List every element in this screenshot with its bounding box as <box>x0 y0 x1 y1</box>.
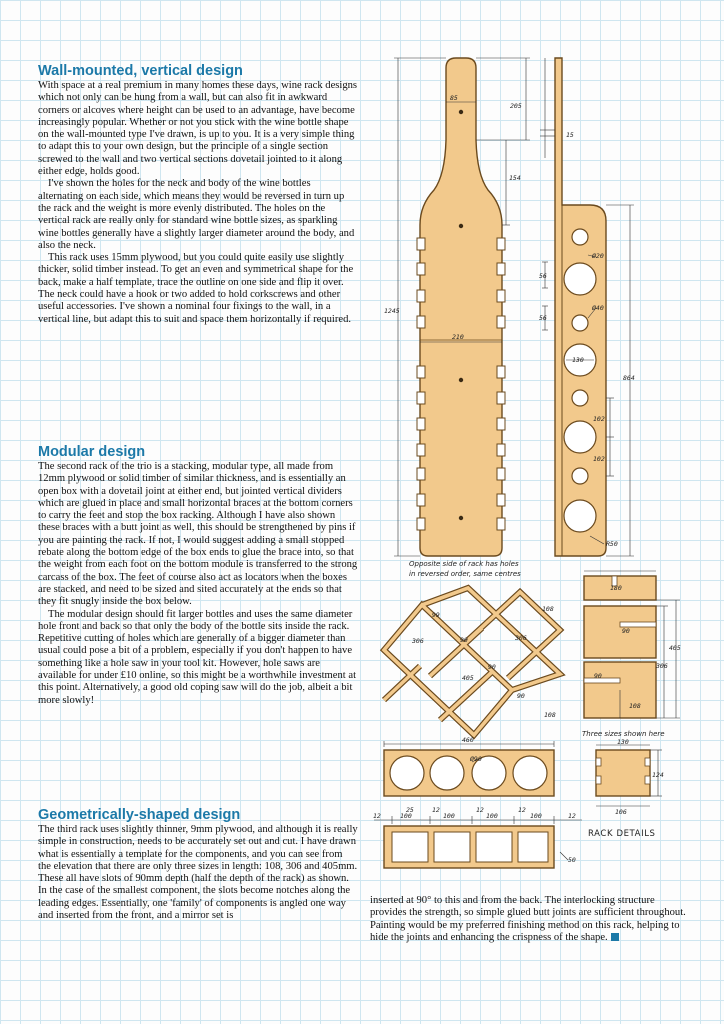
paragraph: I've shown the holes for the neck and body of the wine bottles alternating on each side, which means they would be reversed in turn up the rack and the weight is more evenly distributed. The holes on the vertical rack are really only for standard wine bottle sizes, as sparkling wine bottles generally have a slightly larger diameter around the body, and also the neck. <box>38 178 355 251</box>
dim-154: 154 <box>509 174 521 182</box>
section-heading: Geometrically-shaped design <box>38 807 241 823</box>
dim-90: 90 <box>460 636 468 644</box>
dim-25: 25 <box>406 806 414 814</box>
dim-r50: R50 <box>606 540 618 548</box>
dim-15: 15 <box>566 131 574 139</box>
dim-405: 405 <box>669 644 681 652</box>
dim-99: 99 <box>432 611 440 619</box>
dim-1245: 1245 <box>384 307 400 315</box>
dim-100: 100 <box>400 812 412 820</box>
dim-108: 108 <box>542 605 554 613</box>
paragraph: The second rack of the trio is a stacking, modular type, all made from 12mm plywood or solid timber of similar thickness, and is essentially an open box with a dovetail joint at either end, but jointed vertical dividers which are glued in place and small horizontal braces at the bottom corners to carry the feet and stop the box racking. Although I have also shown these braces with a butt joint as well, this should be strengthened by pins if you are painting the rack. If not, I would suggest adding a small stopped rebate along the bottom edge of the box ends to glue the brace into, so that the weight from each foot on the bottom module is transferred to the strong carcass of the box. The feet of course also act as locators when the boxes are stacked, and need to be sized and sited accurately at the ends so that they fit snugly inside the box below. <box>38 461 358 608</box>
dim-12: 12 <box>476 806 484 814</box>
dim-102: 102 <box>593 415 605 423</box>
dim-124: 124 <box>652 771 664 779</box>
modular-box-end <box>596 738 664 816</box>
lattice-components <box>582 571 681 738</box>
dim-12: 12 <box>373 812 381 820</box>
dim-460: 460 <box>462 736 474 744</box>
dim-12: 12 <box>568 812 576 820</box>
dim-106: 106 <box>615 808 627 816</box>
dim-210: 210 <box>452 333 464 341</box>
dim-130: 130 <box>572 356 584 364</box>
paragraph: With space at a real premium in many homes these days, wine rack designs which not only can be hung from a wall, but can also fit in awkward corners or alcoves where height can be used to an advantage, have become increasingly popular. Whether or not you stick with the wine bottle shape on the wall-mounted type I've drawn, is up to you. It is a very simple thing to adapt this to your own design, but the principle of a single section screwed to the wall and two vertical sections dovetail jointed to it along either edge, holds good. <box>38 80 358 178</box>
dim-108: 108 <box>544 711 556 719</box>
modular-box-front <box>384 736 554 796</box>
lattice-rack <box>384 588 560 735</box>
paragraph: inserted at 90° to this and from the back. The interlocking structure provides the strength, so simple glued butt joints are sufficient throughout. Painting would be my preferred finishing method on this rack, helping to hide the joints and enhancing the crispness of the shape. <box>370 895 686 943</box>
dim-306: 306 <box>656 662 668 670</box>
dim-306: 306 <box>412 637 424 645</box>
box-end <box>596 750 650 796</box>
dim-dia40: Ø40 <box>592 304 604 312</box>
paragraph: The third rack uses slightly thinner, 9mm plywood, and although it is really simple in construction, needs to be accurately set out and cut. I have drawn what is essentially a template for the components, and you can see from the elevation that there are only three sizes in length: 108, 306 and 405mm. These all have slots of 90mm depth (half the depth of the rack) as shown. In the case of the smallest component, the slots become notches along the leading edges. Essentially, one 'family' of components is angled one way and inserted from the front, and a mirror set is <box>38 824 358 922</box>
bottle-back-panel <box>384 58 530 556</box>
note-line-2: in reversed order, same centres <box>409 570 521 578</box>
modular-box-plan <box>373 806 582 868</box>
dim-50: 50 <box>568 856 576 864</box>
note-line-1: Opposite side of rack has holes <box>409 560 519 568</box>
section-heading: Wall-mounted, vertical design <box>38 63 243 79</box>
dim-864: 864 <box>623 374 635 382</box>
section-heading: Modular design <box>38 444 146 460</box>
dim-100: 100 <box>486 812 498 820</box>
dim-56: 56 <box>539 272 547 280</box>
dim-180: 180 <box>610 584 622 592</box>
dim-405: 405 <box>462 674 474 682</box>
dim-130: 130 <box>617 738 629 746</box>
side-rack-panel <box>539 58 635 556</box>
dim-85: 85 <box>450 94 458 102</box>
dim-100: 100 <box>443 812 455 820</box>
dim-12: 12 <box>518 806 526 814</box>
bottle-shape <box>420 58 502 556</box>
dim-108: 108 <box>629 702 641 710</box>
dim-56: 56 <box>539 314 547 322</box>
components-note: Three sizes shown here <box>582 730 665 738</box>
dim-dia20: Ø20 <box>592 252 604 260</box>
dim-90: 90 <box>517 692 525 700</box>
dim-dia90: Ø90 <box>470 755 482 763</box>
dim-306: 306 <box>515 634 527 642</box>
dim-90: 90 <box>622 627 630 635</box>
dim-90: 90 <box>488 663 496 671</box>
component-306 <box>584 606 656 658</box>
drawing-caption: RACK DETAILS <box>588 829 656 839</box>
paragraph: The modular design should fit larger bottles and uses the same diameter hole front and back so that only the body of the bottle sits inside the rack. Repetitive cutting of holes which are generally of a bigger diameter than usual could pose a bit of a problem, especially if you don't happen to have something like a hole saw in your tool kit. However, hole saws are available for under £10 online, so this might be a worthwhile investment at this point. Alternatively, a good old coping saw will do the job, albeit a bit more slowly! <box>38 608 357 706</box>
dim-12: 12 <box>432 806 440 814</box>
dim-90: 90 <box>594 672 602 680</box>
paragraph: This rack uses 15mm plywood, but you could quite easily use slightly thicker, solid timber instead. To get an even and symmetrical shape for the back, make a half template, trace the outline on one side and flip it over. The neck could have a hook or two added to hold corkscrews and other useful accessories. I've shown a nominal four fixings to the wall, in a vertical line, but adapt this to suit and space them horizontally if required. <box>38 252 354 325</box>
dim-102: 102 <box>593 455 605 463</box>
dim-100: 100 <box>530 812 542 820</box>
dim-205: 205 <box>510 102 522 110</box>
